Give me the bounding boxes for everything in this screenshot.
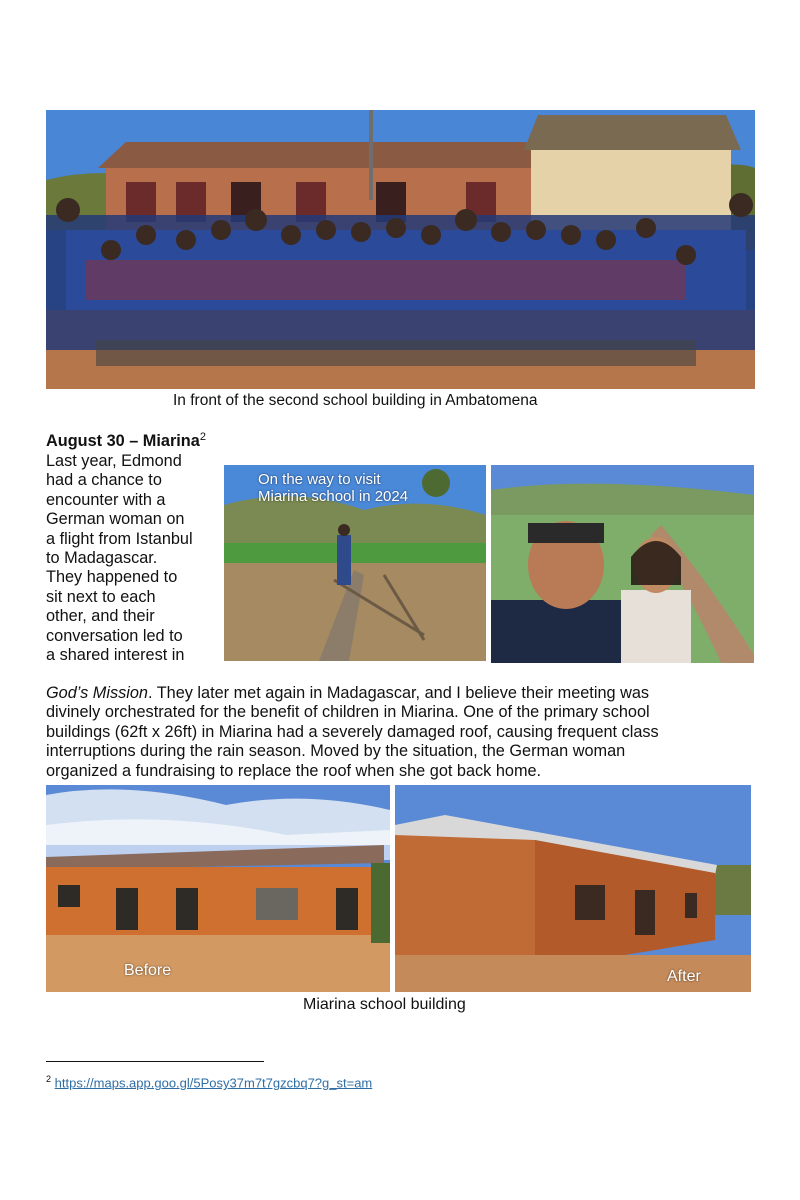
overlay-line-1: On the way to visit [258,471,381,488]
text-line: German woman on [46,510,185,529]
after-label: After [667,968,701,985]
footnote-divider [46,1061,264,1062]
bridge-overlay-label [258,471,408,505]
text-line: organized a fundraising to replace the roof when she got back home. [46,761,542,780]
after-photo [395,785,751,992]
section-heading-text: August 30 – Miarina [46,432,200,450]
selfie-photo [491,465,754,663]
text-line: Last year, Edmond [46,452,182,470]
text-line: a shared interest in [46,646,185,665]
text-line: sit next to each [46,587,156,606]
text-line: divinely orchestrated for the benefit of children in Miarina. One of the primary school [46,703,650,722]
text-line: to Madagascar. [46,549,158,568]
section-heading [46,431,206,451]
ambatomena-caption: In front of the second school building in Ambatomena [173,392,538,409]
footnote-link[interactable]: https://maps.app.goo.gl/5Posy37m7t7gzcbq7?g_st=am [54,1075,373,1091]
text-line: buildings (62ft x 26ft) in Miarina had a severely damaged roof, causing frequent class [46,722,659,741]
text-line: interruptions during the rain season. Moved by the situation, the German woman [46,742,626,761]
text-line: had a chance to [46,471,162,490]
ambatomena-group-photo [46,110,755,389]
overlay-line-2: Miarina school in 2024 [258,488,409,505]
footnote [46,1074,372,1090]
text-line [46,684,766,703]
before-photo [46,785,390,992]
text-line: a flight from Istanbul [46,529,193,548]
footnote-reference[interactable]: 2 [199,431,206,443]
full-paragraph [46,684,766,781]
text-line: conversation led to [46,626,183,645]
text-line: other, and their [46,607,155,626]
text-line-rest: . They later met again in Madagascar, and I believe their meeting was [147,684,650,702]
footnote-number: 2 [46,1074,52,1084]
before-label: Before [124,962,172,979]
text-line: encounter with a [46,490,166,509]
wrapped-paragraph [46,452,221,665]
italic-phrase: God’s Mission [46,684,148,702]
miarina-caption: Miarina school building [303,996,466,1013]
text-line: They happened to [46,568,178,587]
